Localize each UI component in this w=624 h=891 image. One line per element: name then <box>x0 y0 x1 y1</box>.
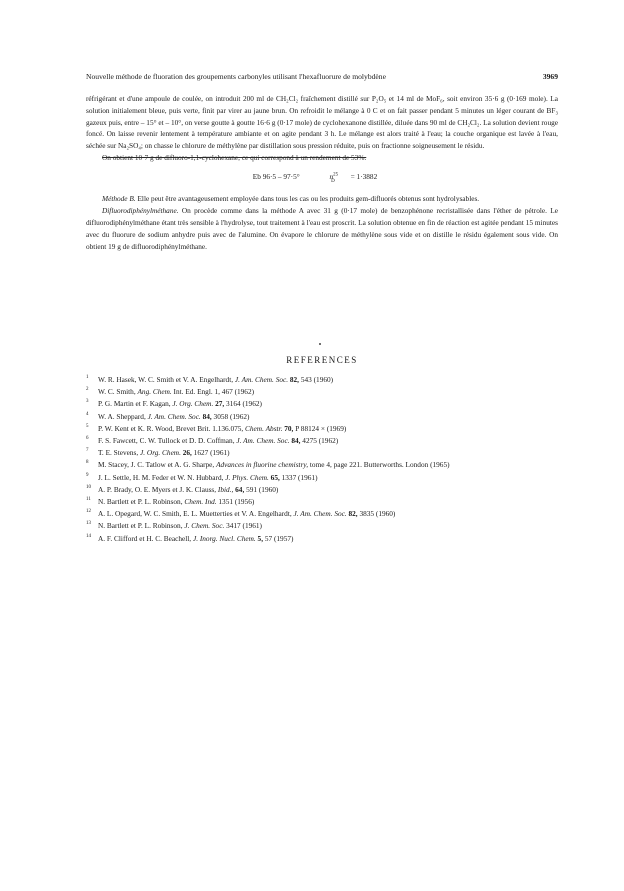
difluorodiphenylmethane-paragraph <box>86 205 558 252</box>
reference-number: 13 <box>86 521 91 527</box>
refractive-subscript: D <box>331 178 335 184</box>
reference-volume: 65, <box>268 472 280 482</box>
methode-b-paragraph <box>86 193 558 205</box>
reference-authors: N. Bartlett et P. L. Robinson, <box>98 521 185 531</box>
references-heading: REFERENCES <box>286 355 358 365</box>
running-header <box>86 72 558 82</box>
methode-b-text: Elle peut être avantageusement employée dans tous les cas ou les produits gem-difluorés obtenus sont hydrolysables. <box>135 194 480 204</box>
reference-volume: 84, <box>200 411 212 421</box>
reference-authors: P. W. Kent et K. R. Wood, Brevet Brit. 1.136.075, <box>98 423 246 433</box>
reference-journal: Advances in fluorine chemistry, <box>216 460 309 470</box>
reference-item <box>86 520 558 532</box>
reference-journal: Chem. Ind. <box>184 497 217 507</box>
reference-journal: Ang. Chem. <box>137 387 172 397</box>
reference-authors: W. R. Hasek, W. C. Smith et V. A. Engelhardt, <box>98 375 235 384</box>
reference-details: 4275 (1962) <box>300 436 339 446</box>
reference-journal: J. Org. Chem. <box>140 448 181 458</box>
reference-number: 7 <box>86 448 89 454</box>
reference-authors: J. L. Settle, H. M. Feder et W. N. Hubbard, <box>98 472 226 482</box>
reference-number: 6 <box>86 436 89 442</box>
reference-authors: W. A. Sheppard, <box>98 411 148 421</box>
reference-number: 11 <box>86 497 91 503</box>
reference-journal: Ibid., <box>217 484 234 494</box>
reference-item <box>86 508 558 520</box>
reference-number: 2 <box>86 387 89 393</box>
reference-item <box>86 386 558 398</box>
reference-item <box>86 496 558 508</box>
reference-volume: 84, <box>289 436 301 446</box>
reference-volume: 26, <box>180 448 192 458</box>
methode-b-label: Méthode B. <box>102 194 136 204</box>
reference-authors: A. L. Opegard, W. C. Smith, E. L. Muetterties et V. A. Engelhardt, <box>98 509 294 519</box>
refractive-superscript: 25 <box>333 172 339 178</box>
reference-authors: P. G. Martin et F. Kagan, <box>98 399 173 409</box>
reference-volume: 27, <box>213 399 225 409</box>
reference-details: 1627 (1961) <box>191 448 230 458</box>
reference-item <box>86 411 558 423</box>
reference-number: 3 <box>86 399 89 405</box>
reference-journal: J. Am. Chem. Soc. <box>234 375 289 384</box>
reference-journal: Chem. Abstr. <box>245 423 283 433</box>
reference-authors: F. S. Fawcett, C. W. Tullock et D. D. Coffman, <box>98 436 237 446</box>
reference-item <box>86 374 558 386</box>
reference-details: 3835 (1960) <box>357 509 396 519</box>
reference-details: 3164 (1962) <box>224 399 262 409</box>
reference-item <box>86 472 558 484</box>
reference-authors: A. F. Clifford et H. C. Beachell, <box>98 533 193 543</box>
reference-item <box>86 484 558 496</box>
running-title: Nouvelle méthode de fluoration des groupements carbonyles utilisant l'hexafluorure de molybdène <box>86 72 386 81</box>
reference-journal: J. Am. Chem. Soc. <box>293 509 347 519</box>
reference-details: 543 (1960) <box>299 375 334 384</box>
reference-number: 4 <box>86 411 89 417</box>
refractive-index <box>329 172 392 184</box>
reference-item <box>86 423 558 435</box>
reference-details: 591 (1960) <box>244 484 279 494</box>
reference-journal: J. Org. Chem. <box>172 399 214 409</box>
boiling-point: Eb 96·5 – 97·5° <box>252 172 300 182</box>
reference-item <box>86 398 558 410</box>
reference-details: Int. Ed. Engl. 1, 467 (1962) <box>171 387 255 397</box>
reference-item <box>86 447 558 459</box>
yield-paragraph-struck: On obtient 10·7 g de difluoro-1,1-cyclohexane, ce qui correspond à un rendement de 53%. <box>102 152 367 162</box>
reference-volume: 70, <box>282 423 294 433</box>
physical-constants <box>86 170 558 188</box>
page-number: 3969 <box>542 72 558 81</box>
reference-journal: J. Phys. Chem. <box>225 472 269 482</box>
reference-number: 5 <box>86 423 89 429</box>
reference-number: 1 <box>86 375 89 380</box>
reference-authors: N. Bartlett et P. L. Robinson, <box>98 497 185 507</box>
body-text <box>86 93 558 252</box>
difluoro-text: On procède comme dans la méthode A avec 31 g (0·17 mole) de benzophénone recristallisée dans l'éther de pétrole. Le difluorodiphénylméthane étant très sensible à l'hydrolyse, tout traitement à l'eau est proscrit. La solution obtenue en fin de réaction est agitée pendant 15 minutes avec du fluorure de sodium anhydre puis avec de l'alumine. On évapore le chlorure de méthylène sous vide et on distille le résidu également sous vide. On obtient 19 g de difluorodiphénylméthane. <box>86 206 558 251</box>
reference-volume: 82, <box>288 375 300 384</box>
reference-item <box>86 459 558 471</box>
reference-volume: 5, <box>255 533 264 543</box>
refractive-symbol: n <box>329 172 334 182</box>
reference-details: 3417 (1961) <box>224 521 262 531</box>
reference-details: 3058 (1962) <box>211 411 250 421</box>
reference-journal: J. Inorg. Nucl. Chem. <box>192 533 256 543</box>
refractive-value: = 1·3882 <box>350 172 378 182</box>
reference-journal: J. Am. Chem. Soc. <box>147 411 201 421</box>
stray-dot <box>319 343 321 345</box>
reference-number: 9 <box>86 472 89 478</box>
reference-item <box>86 435 558 447</box>
reference-authors: A. P. Brady, O. E. Myers et J. K. Clauss, <box>98 484 218 494</box>
reference-details: P 88124 × (1969) <box>293 423 347 433</box>
reference-number: 10 <box>86 484 91 490</box>
reference-number: 8 <box>86 460 89 466</box>
reference-number: 14 <box>86 533 91 539</box>
reference-details: tome 4, page 221. Butterworths. London (1965) <box>308 460 450 470</box>
reference-authors: T. E. Stevens, <box>98 448 141 458</box>
reference-authors: M. Stacey, J. C. Tatlow et A. G. Sharpe, <box>98 460 217 470</box>
reference-details: 1351 (1956) <box>216 497 255 507</box>
reference-volume: 64, <box>233 484 245 494</box>
reference-details: 1337 (1961) <box>279 472 318 482</box>
reference-journal: J. Chem. Soc. <box>184 521 225 531</box>
reference-item <box>86 533 558 545</box>
difluoro-label: Difluorodiphénylméthane. <box>102 206 179 216</box>
reference-volume: 82, <box>346 509 358 519</box>
procedure-paragraph: réfrigérant et d'une ampoule de coulée, on introduit 200 ml de CH₂Cl₂ fraîchement distillé sur P₂O₅ et 14 ml de MoF₆, soit environ 35·6 g (0·169 mole). La solution initialement bleue, puis verte, finit par virer au jaune brun. On refroidit le mélange à 0 C et on fait passer pendant 5 minutes un léger courant de BF₃ gazeux puis, entre – 15° et – 10°, on verse goutte à goutte 16·6 g (0·17 mole) de cyclohexanone distillée, diluée dans 90 ml de CH₂Cl₂. La solution devient rouge foncé. On laisse revenir lentement à température ambiante et on agite pendant 3 h. Le mélange est alors traité à l'eau; la couche organique est lavée à l'eau, séchée sur Na₂SO₄; on chasse le chlorure de méthylène par distillation sous pression réduite, puis on fractionne soigneusement le résidu. <box>86 94 558 151</box>
reference-details: 57 (1957) <box>263 533 294 543</box>
reference-number: 12 <box>86 509 91 515</box>
references-list <box>86 374 558 545</box>
reference-journal: J. Am. Chem. Soc. <box>236 436 290 446</box>
reference-authors: W. C. Smith, <box>98 387 138 397</box>
